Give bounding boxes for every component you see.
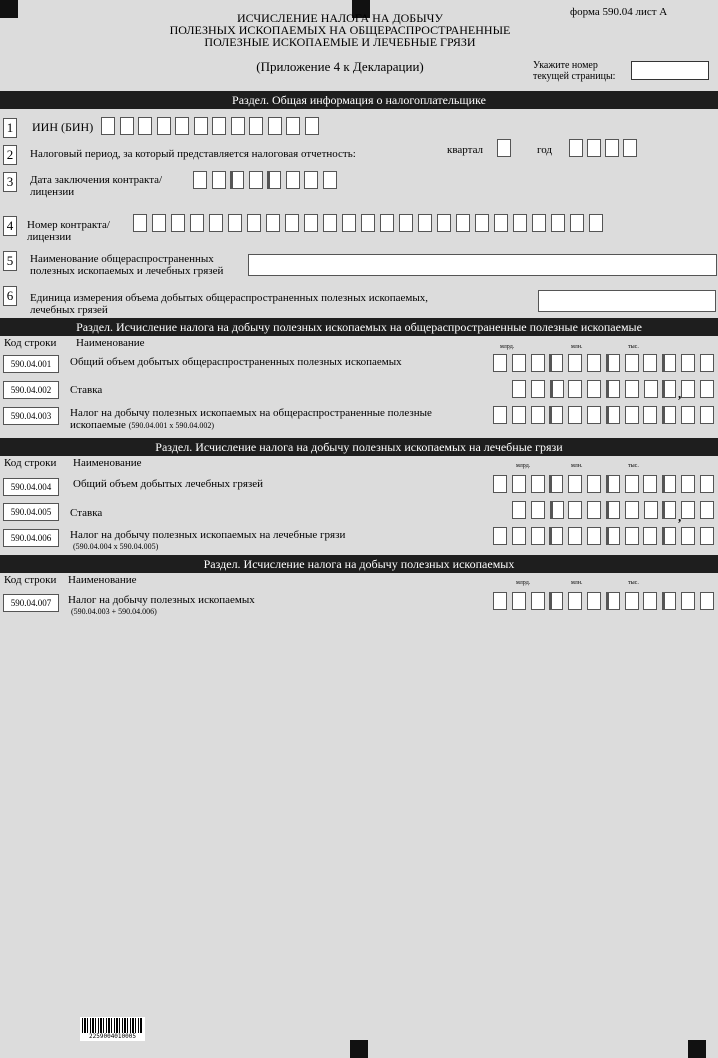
amount-cell[interactable] (644, 501, 658, 519)
amount-cell[interactable] (587, 380, 601, 398)
amount-cell[interactable] (606, 501, 620, 519)
label-line: лечебных грязей (30, 304, 108, 316)
amount-cell[interactable] (643, 527, 657, 545)
unit-million: млн. (571, 344, 583, 350)
amount-cell[interactable] (643, 354, 657, 372)
barcode-bars (82, 1018, 143, 1033)
amount-cell[interactable] (681, 527, 695, 545)
contract-number-cell[interactable] (190, 214, 204, 232)
date-cell[interactable] (304, 171, 318, 189)
iin-cell[interactable] (120, 117, 134, 135)
label-line: полезных ископаемых и лечебных грязей (30, 265, 224, 277)
quarter-input[interactable] (497, 139, 511, 157)
amount-cell[interactable] (568, 475, 582, 493)
iin-cell[interactable] (101, 117, 115, 135)
amount-cell[interactable] (550, 380, 564, 398)
amount-cell[interactable] (643, 406, 657, 424)
amount-cell[interactable] (568, 592, 582, 610)
contract-number-cell[interactable] (418, 214, 432, 232)
contract-number-cell[interactable] (304, 214, 318, 232)
amount-cell[interactable] (587, 475, 601, 493)
label-line: ископаемые (70, 419, 126, 431)
corner-marker-bottom-right (688, 1040, 706, 1058)
year-cell[interactable] (587, 139, 601, 157)
contract-number-cell[interactable] (570, 214, 584, 232)
form-subtitle: (Приложение 4 к Декларации) (256, 59, 424, 74)
iin-cell[interactable] (249, 117, 263, 135)
corner-marker-bottom-center (350, 1040, 368, 1058)
label-line: Наименование общераспространенных (30, 253, 214, 265)
amount-cell[interactable] (587, 527, 601, 545)
section-mud-header: Раздел. Исчисление налога на добычу полезных ископаемых на лечебные грязи (0, 438, 718, 456)
contract-number-cell[interactable] (513, 214, 527, 232)
amount-cell[interactable] (568, 527, 582, 545)
row-name: Общий объем добытых общераспространенных полезных ископаемых (70, 356, 402, 368)
contract-number-cell[interactable] (228, 214, 242, 232)
amount-cell[interactable] (531, 380, 545, 398)
iin-cell[interactable] (268, 117, 282, 135)
year-cell[interactable] (605, 139, 619, 157)
amount-cell[interactable] (550, 501, 564, 519)
col-code-header: Код строки (4, 457, 57, 469)
contract-number-cell[interactable] (171, 214, 185, 232)
amount-cell[interactable] (681, 592, 695, 610)
amount-cell[interactable] (681, 501, 695, 519)
amount-cell[interactable] (587, 354, 601, 372)
label-line: Номер контракта/ (27, 219, 110, 231)
amount-cell[interactable] (625, 354, 639, 372)
amount-cell[interactable] (531, 354, 545, 372)
row-code: 590.04.001 (3, 355, 59, 373)
amount-cell[interactable] (625, 501, 639, 519)
page-label-line: Укажите номер (533, 60, 598, 71)
row-name: Ставка (70, 507, 103, 519)
contract-number-cell[interactable] (589, 214, 603, 232)
unit-thousand: тыс. (628, 463, 639, 469)
row-code: 590.04.005 (3, 503, 59, 521)
contract-number-cell[interactable] (361, 214, 375, 232)
label-line: лицензии (30, 186, 75, 198)
contract-number-cell[interactable] (380, 214, 394, 232)
amount-cell[interactable] (531, 475, 545, 493)
iin-label: ИИН (БИН) (32, 120, 94, 134)
iin-cell[interactable] (157, 117, 171, 135)
year-label: год (537, 144, 553, 156)
iin-cell[interactable] (305, 117, 319, 135)
amount-cell[interactable] (681, 406, 695, 424)
col-name-header: Наименование (76, 337, 145, 349)
corner-marker-top-left (0, 0, 18, 18)
form-title (150, 12, 530, 48)
quarter-label: квартал (447, 144, 484, 156)
unit-million: млн. (571, 463, 583, 469)
amount-cell[interactable] (568, 354, 582, 372)
amount-cell[interactable] (662, 354, 676, 372)
amount-cell[interactable] (625, 592, 639, 610)
amount-cell[interactable] (587, 406, 601, 424)
amount-cell[interactable] (512, 406, 526, 424)
amount-cell[interactable] (549, 527, 563, 545)
row-code: 590.04.003 (3, 407, 59, 425)
minerals-name-label (30, 253, 223, 277)
unit-million: млн. (571, 580, 583, 586)
label-line: Налог на добычу полезных ископаемых на общераспространенные полезные (70, 407, 432, 419)
amount-cell[interactable] (700, 501, 714, 519)
contract-number-label (27, 219, 110, 243)
amount-cell[interactable] (587, 592, 601, 610)
amount-cell[interactable] (662, 406, 676, 424)
unit-billion: млрд. (516, 463, 531, 469)
amount-cell[interactable] (700, 592, 714, 610)
col-name-header: Наименование (68, 574, 137, 586)
amount-cell[interactable] (681, 380, 695, 398)
contract-number-cell[interactable] (437, 214, 451, 232)
amount-cell[interactable] (493, 475, 507, 493)
amount-cell[interactable] (625, 380, 639, 398)
date-cell[interactable] (267, 171, 281, 189)
row-number: 4 (3, 216, 17, 236)
amount-cell[interactable] (662, 475, 676, 493)
date-cell[interactable] (230, 171, 244, 189)
year-cell[interactable] (623, 139, 637, 157)
section-general-info-header: Раздел. Общая информация о налогоплательщике (0, 91, 718, 109)
unit-billion: млрд. (500, 344, 515, 350)
amount-cell[interactable] (700, 380, 714, 398)
year-cell[interactable] (569, 139, 583, 157)
row-number: 2 (3, 145, 17, 165)
amount-cell[interactable] (681, 354, 695, 372)
amount-cell[interactable] (606, 354, 620, 372)
amount-cell[interactable] (606, 475, 620, 493)
label-line: лицензии (27, 231, 72, 243)
amount-cell[interactable] (662, 501, 676, 519)
amount-cell[interactable] (549, 406, 563, 424)
contract-number-cell[interactable] (133, 214, 147, 232)
amount-cell[interactable] (625, 406, 639, 424)
contract-number-cell[interactable] (551, 214, 565, 232)
row-number: 3 (3, 172, 17, 192)
amount-cell[interactable] (625, 527, 639, 545)
iin-cell[interactable] (138, 117, 152, 135)
decimal-comma: , (678, 386, 682, 401)
contract-date-label (30, 174, 162, 198)
row-formula: (590.04.001 x 590.04.002) (128, 421, 215, 430)
amount-cell[interactable] (662, 592, 676, 610)
label-line: Налог на добычу полезных ископаемых (68, 594, 255, 606)
col-code-header: Код строки (4, 337, 57, 349)
contract-number-cell[interactable] (152, 214, 166, 232)
row-name (70, 407, 432, 432)
amount-cell[interactable] (512, 475, 526, 493)
date-cell[interactable] (249, 171, 263, 189)
row-name: Общий объем добытых лечебных грязей (73, 478, 263, 490)
date-cell[interactable] (286, 171, 300, 189)
amount-cell[interactable] (512, 527, 526, 545)
amount-cell[interactable] (549, 354, 563, 372)
row-name (68, 594, 255, 618)
iin-cell[interactable] (231, 117, 245, 135)
amount-cell[interactable] (531, 592, 545, 610)
form-id: форма 590.04 лист А (570, 6, 668, 18)
amount-cell[interactable] (700, 406, 714, 424)
title-line: ПОЛЕЗНЫЕ ИСКОПАЕМЫЕ И ЛЕЧЕБНЫЕ ГРЯЗИ (204, 35, 476, 49)
row-number: 1 (3, 118, 17, 138)
amount-cell[interactable] (625, 475, 639, 493)
row-number: 5 (3, 251, 17, 271)
contract-number-cell[interactable] (494, 214, 508, 232)
amount-cell[interactable] (606, 406, 620, 424)
row-code: 590.04.007 (3, 594, 59, 612)
unit-thousand: тыс. (628, 580, 639, 586)
contract-number-cell[interactable] (209, 214, 223, 232)
col-code-header: Код строки (4, 574, 57, 586)
barcode (80, 1017, 145, 1041)
minerals-name-input[interactable] (248, 254, 717, 276)
amount-cell[interactable] (531, 527, 545, 545)
col-name-header: Наименование (73, 457, 142, 469)
amount-cell[interactable] (700, 527, 714, 545)
unit-billion: млрд. (516, 580, 531, 586)
contract-number-cell[interactable] (399, 214, 413, 232)
amount-cell[interactable] (606, 527, 620, 545)
iin-cell[interactable] (175, 117, 189, 135)
amount-cell[interactable] (531, 501, 545, 519)
contract-number-cell[interactable] (285, 214, 299, 232)
iin-cell[interactable] (212, 117, 226, 135)
iin-cell[interactable] (194, 117, 208, 135)
amount-cell[interactable] (662, 380, 676, 398)
label-line: Дата заключения контракта/ (30, 174, 163, 186)
contract-number-cell[interactable] (266, 214, 280, 232)
date-cell[interactable] (193, 171, 207, 189)
amount-cell[interactable] (568, 406, 582, 424)
title-line: ПОЛЕЗНЫХ ИСКОПАЕМЫХ НА ОБЩЕРАСПРОСТРАНЕННЫЕ (169, 23, 511, 37)
amount-cell[interactable] (568, 380, 582, 398)
section-total-header: Раздел. Исчисление налога на добычу полезных ископаемых (0, 555, 718, 573)
amount-cell[interactable] (549, 592, 563, 610)
amount-cell[interactable] (644, 380, 658, 398)
amount-cell[interactable] (512, 354, 526, 372)
amount-cell[interactable] (568, 501, 582, 519)
iin-cell[interactable] (286, 117, 300, 135)
amount-cell[interactable] (549, 475, 563, 493)
amount-cell[interactable] (493, 406, 507, 424)
amount-cell[interactable] (606, 592, 620, 610)
row-formula: (590.04.003 + 590.04.006) (71, 607, 157, 616)
contract-number-cell[interactable] (475, 214, 489, 232)
label-line: Единица измерения объема добытых общераспространенных полезных ископаемых, (30, 292, 429, 304)
row-code: 590.04.006 (3, 529, 59, 547)
amount-cell[interactable] (700, 354, 714, 372)
page-number-label (533, 60, 615, 82)
date-cell[interactable] (212, 171, 226, 189)
amount-cell[interactable] (643, 475, 657, 493)
amount-cell[interactable] (643, 592, 657, 610)
amount-cell[interactable] (662, 527, 676, 545)
tax-period-label: Налоговый период, за который представляется налоговая отчетность: (30, 148, 356, 160)
amount-cell[interactable] (587, 501, 601, 519)
title-line: ИСЧИСЛЕНИЕ НАЛОГА НА ДОБЫЧУ (237, 11, 443, 25)
amount-cell[interactable] (512, 501, 526, 519)
contract-number-cell[interactable] (532, 214, 546, 232)
row-code: 590.04.002 (3, 381, 59, 399)
section-common-minerals-header: Раздел. Исчисление налога на добычу полезных ископаемых на общераспространенные полезные ископаемые (0, 318, 718, 336)
decimal-comma: , (678, 509, 682, 524)
amount-cell[interactable] (493, 527, 507, 545)
page-number-input[interactable] (631, 61, 709, 80)
amount-cell[interactable] (681, 475, 695, 493)
row-code: 590.04.004 (3, 478, 59, 496)
row-name: Ставка (70, 384, 103, 396)
contract-number-cell[interactable] (323, 214, 337, 232)
date-cell[interactable] (323, 171, 337, 189)
amount-cell[interactable] (531, 406, 545, 424)
row-name (70, 529, 345, 553)
amount-cell[interactable] (512, 592, 526, 610)
unit-thousand: тыс. (628, 344, 639, 350)
barcode-digits: 2259004010005 (89, 1033, 136, 1040)
measurement-unit-label (30, 292, 428, 316)
amount-cell[interactable] (512, 380, 526, 398)
label-line: Налог на добычу полезных ископаемых на лечебные грязи (70, 529, 346, 541)
amount-cell[interactable] (493, 354, 507, 372)
contract-number-cell[interactable] (456, 214, 470, 232)
contract-number-cell[interactable] (342, 214, 356, 232)
row-formula: (590.04.004 x 590.04.005) (73, 542, 159, 551)
amount-cell[interactable] (606, 380, 620, 398)
row-number: 6 (3, 286, 17, 306)
page-label-line: текущей страницы: (533, 71, 616, 82)
amount-cell[interactable] (700, 475, 714, 493)
amount-cell[interactable] (493, 592, 507, 610)
measurement-unit-input[interactable] (538, 290, 716, 312)
contract-number-cell[interactable] (247, 214, 261, 232)
